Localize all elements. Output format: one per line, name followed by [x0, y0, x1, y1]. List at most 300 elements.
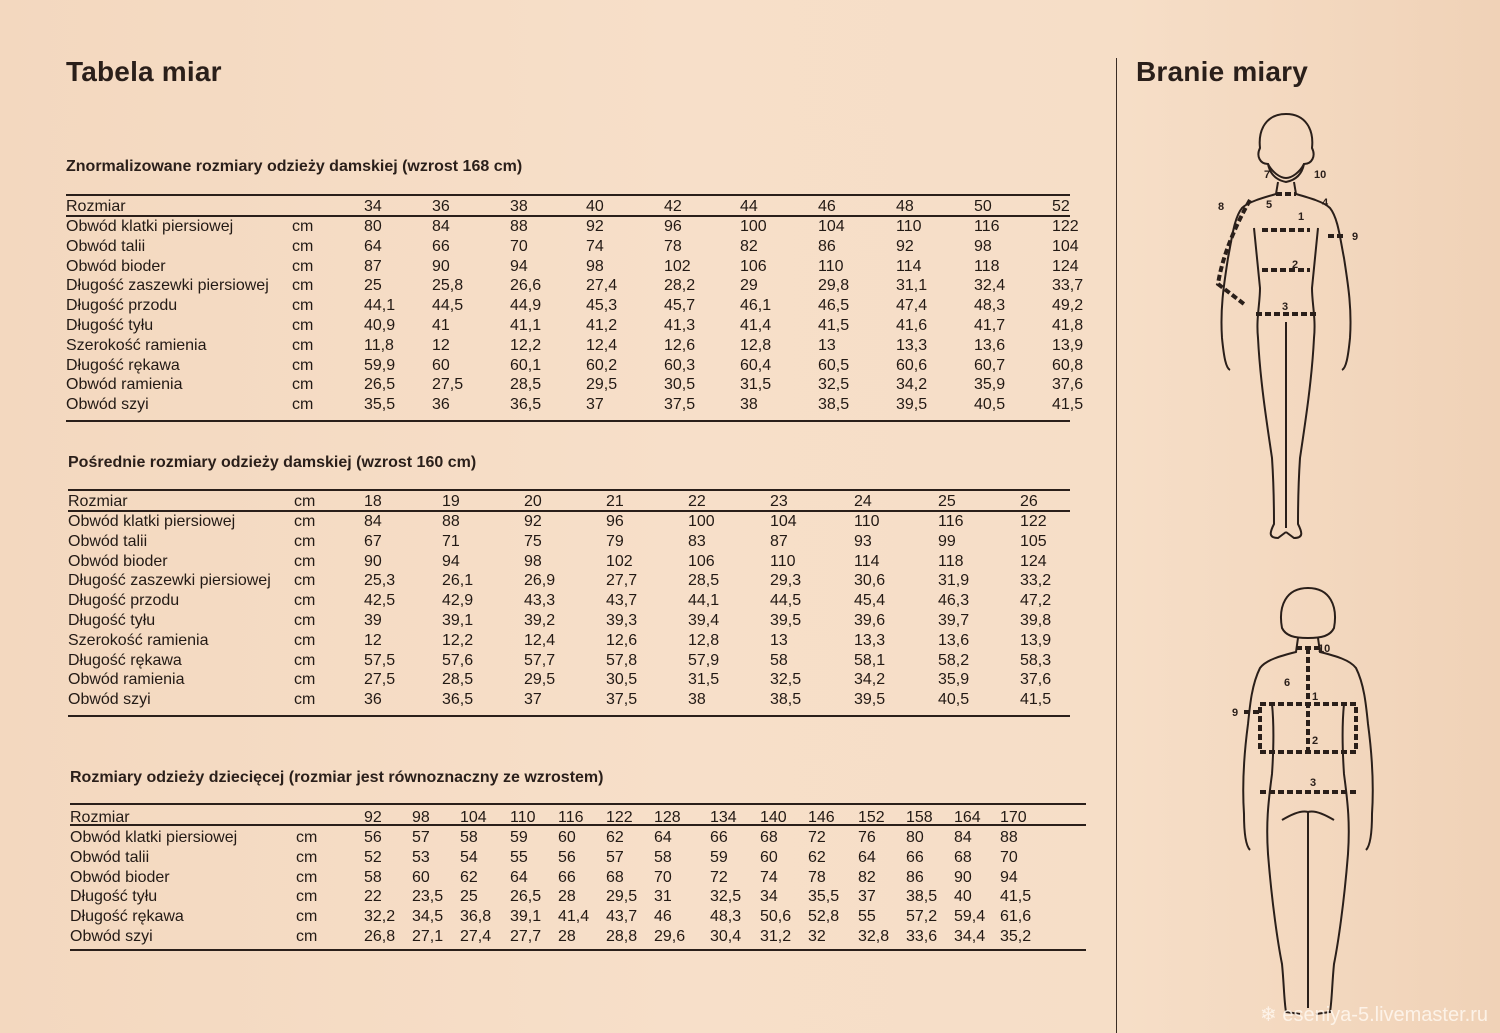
front-figure-illustration — [1196, 108, 1376, 548]
value-cell: 60 — [558, 829, 576, 846]
row-label: Długość tyłu — [66, 317, 154, 334]
value-cell: 41,5 — [818, 317, 850, 334]
row-label: Obwód bioder — [70, 868, 170, 886]
value-cell: 39,1 — [510, 908, 542, 926]
size-header-cell: 152 — [858, 809, 885, 826]
back-number-10: 10 — [1318, 643, 1331, 655]
value-cell: 26,8 — [364, 928, 396, 945]
value-cell: 31,2 — [760, 928, 792, 945]
value-cell: 37,5 — [664, 396, 696, 414]
row-unit: cm — [294, 532, 316, 550]
value-cell: 39 — [364, 612, 382, 629]
value-cell: 100 — [740, 218, 767, 235]
value-cell: 60,5 — [818, 356, 850, 374]
value-cell: 39,2 — [524, 612, 556, 629]
value-cell: 110 — [818, 257, 844, 275]
value-cell: 34,4 — [954, 928, 986, 945]
back-figure-illustration — [1222, 584, 1392, 1024]
value-cell: 34,5 — [412, 908, 444, 926]
size-header-cell: 128 — [654, 809, 681, 826]
value-cell: 110 — [854, 513, 880, 530]
table-row — [66, 257, 1079, 277]
value-cell: 41,1 — [510, 317, 542, 334]
value-cell: 50,6 — [760, 908, 792, 926]
table-row — [66, 336, 1084, 356]
value-cell: 84 — [364, 513, 382, 530]
value-cell: 40 — [954, 888, 972, 906]
value-cell: 68 — [606, 868, 624, 886]
table-row — [66, 296, 1084, 316]
value-cell: 31,1 — [896, 277, 928, 295]
value-cell: 75 — [524, 532, 542, 550]
value-cell: 59 — [510, 829, 528, 846]
watermark: ❄ eseniya-5.livemaster.ru — [1260, 1004, 1488, 1026]
value-cell: 58 — [364, 868, 382, 886]
row-unit: cm — [296, 888, 318, 906]
row-label: Długość zaszewki piersiowej — [66, 277, 269, 295]
value-cell: 93 — [854, 532, 872, 550]
table-intermediate-sizes — [68, 489, 1070, 719]
value-cell: 28,5 — [442, 671, 474, 689]
value-cell: 13,6 — [938, 631, 970, 649]
size-header-cell: 164 — [954, 809, 981, 826]
value-cell: 116 — [938, 513, 964, 530]
front-number-7: 7 — [1264, 169, 1271, 181]
front-number-9: 9 — [1352, 231, 1359, 243]
row-label: Obwód talii — [70, 848, 150, 866]
value-cell: 88 — [1000, 829, 1018, 846]
table-header-row — [68, 492, 1070, 512]
value-cell: 46,3 — [938, 592, 970, 610]
value-cell: 39,5 — [854, 691, 886, 709]
value-cell: 88 — [510, 218, 528, 235]
value-cell: 27,1 — [412, 928, 444, 945]
value-cell: 37 — [858, 888, 876, 906]
value-cell: 12 — [432, 336, 450, 354]
value-cell: 60,1 — [510, 356, 542, 374]
value-cell: 13,3 — [896, 336, 928, 354]
value-cell: 74 — [586, 237, 604, 255]
value-cell: 100 — [688, 513, 715, 530]
value-cell: 35,9 — [974, 376, 1006, 394]
value-cell: 44,5 — [770, 592, 802, 610]
value-cell: 28,5 — [510, 376, 542, 394]
value-cell: 94 — [510, 257, 528, 275]
value-cell: 36,5 — [442, 691, 474, 709]
value-cell: 38,5 — [770, 691, 802, 709]
value-cell: 80 — [906, 829, 924, 846]
section-title-children: Rozmiary odzieży dziecięcej (rozmiar jest równoznaczny ze wzrostem) — [70, 769, 604, 786]
table-row — [70, 927, 1086, 947]
value-cell: 26,1 — [442, 572, 474, 590]
value-cell: 29,5 — [586, 376, 618, 394]
value-cell: 74 — [760, 868, 778, 886]
value-cell: 29 — [740, 277, 758, 295]
row-label: Obwód szyi — [70, 928, 153, 945]
value-cell: 37 — [524, 691, 542, 709]
value-cell: 62 — [460, 868, 478, 886]
value-cell: 12,2 — [442, 631, 474, 649]
value-cell: 124 — [1052, 257, 1079, 275]
size-header-cell: 98 — [412, 809, 430, 826]
row-unit: cm — [294, 552, 316, 570]
size-header-cell: 40 — [586, 198, 604, 215]
value-cell: 32,8 — [858, 928, 890, 945]
table-row — [66, 395, 1084, 415]
value-cell: 58,1 — [854, 651, 886, 669]
value-cell: 59,4 — [954, 908, 986, 926]
size-header-cell: 158 — [906, 809, 933, 826]
value-cell: 28,8 — [606, 928, 638, 945]
value-cell: 36,5 — [510, 396, 542, 414]
value-cell: 58 — [770, 651, 788, 669]
value-cell: 55 — [858, 908, 876, 926]
value-cell: 26,6 — [510, 277, 542, 295]
value-cell: 41,2 — [586, 317, 618, 334]
value-cell: 94 — [1000, 868, 1018, 886]
value-cell: 31,5 — [688, 671, 720, 689]
size-header-cell: 22 — [688, 493, 706, 510]
row-unit: cm — [294, 631, 316, 649]
row-label: Obwód klatki piersiowej — [68, 513, 236, 530]
size-header-cell: 46 — [818, 198, 836, 215]
value-cell: 41,3 — [664, 317, 696, 334]
value-cell: 12,8 — [740, 336, 772, 354]
value-cell: 29,8 — [818, 277, 850, 295]
size-header-cell: 110 — [510, 809, 536, 826]
row-unit: cm — [296, 868, 318, 886]
value-cell: 36 — [364, 691, 382, 709]
size-header-cell: 18 — [364, 493, 382, 510]
value-cell: 61,6 — [1000, 908, 1032, 926]
row-label: Obwód bioder — [66, 257, 166, 275]
table-rule — [70, 949, 1086, 951]
value-cell: 32,4 — [974, 277, 1006, 295]
value-cell: 64 — [858, 848, 876, 866]
value-cell: 26,9 — [524, 572, 556, 590]
table-standard-sizes — [66, 194, 1084, 424]
table-row — [66, 276, 1084, 296]
value-cell: 78 — [664, 237, 682, 255]
value-cell: 39,7 — [938, 612, 970, 629]
table-rule — [68, 489, 1070, 491]
table-rule — [66, 194, 1070, 196]
front-number-2: 2 — [1292, 259, 1299, 271]
value-cell: 64 — [364, 237, 382, 255]
value-cell: 98 — [974, 237, 992, 255]
value-cell: 86 — [818, 237, 836, 255]
value-cell: 96 — [664, 218, 682, 235]
value-cell: 33,2 — [1020, 572, 1052, 590]
title-tabela-miar: Tabela miar — [66, 56, 222, 87]
table-row — [66, 217, 1079, 237]
value-cell: 43,7 — [606, 908, 638, 926]
value-cell: 23,5 — [412, 888, 444, 906]
value-cell: 40,5 — [974, 396, 1006, 414]
back-number-6: 6 — [1284, 677, 1291, 689]
value-cell: 41,6 — [896, 317, 928, 334]
value-cell: 32,2 — [364, 908, 396, 926]
value-cell: 33,7 — [1052, 277, 1084, 295]
table-row — [66, 237, 1079, 257]
value-cell: 49,2 — [1052, 297, 1084, 315]
value-cell: 31,9 — [938, 572, 970, 590]
table-rule — [68, 715, 1070, 717]
value-cell: 104 — [818, 218, 845, 235]
value-cell: 64 — [510, 868, 528, 886]
row-unit: cm — [292, 336, 314, 354]
value-cell: 28 — [558, 888, 576, 906]
value-cell: 32,5 — [710, 888, 742, 906]
row-unit: cm — [296, 928, 318, 945]
value-cell: 58 — [460, 829, 478, 846]
value-cell: 41,5 — [1020, 691, 1052, 709]
row-label: Długość rękawa — [70, 908, 184, 926]
value-cell: 29,5 — [606, 888, 638, 906]
front-number-4: 4 — [1322, 197, 1329, 209]
value-cell: 92 — [524, 513, 542, 530]
table-row — [70, 887, 1086, 907]
value-cell: 27,5 — [432, 376, 464, 394]
value-cell: 43,3 — [524, 592, 556, 610]
value-cell: 27,7 — [606, 572, 638, 590]
value-cell: 38,5 — [818, 396, 850, 414]
value-cell: 38 — [740, 396, 758, 414]
row-unit: cm — [296, 908, 318, 926]
value-cell: 22 — [364, 888, 382, 906]
row-unit: cm — [292, 257, 314, 275]
value-cell: 39,6 — [854, 612, 886, 629]
table-row — [68, 611, 1070, 631]
value-cell: 44,9 — [510, 297, 542, 315]
row-label: Długość zaszewki piersiowej — [68, 572, 271, 590]
column-divider — [1116, 58, 1117, 1033]
value-cell: 12,2 — [510, 336, 542, 354]
size-header-cell: 140 — [760, 809, 787, 826]
value-cell: 67 — [364, 532, 382, 550]
size-header-cell: 24 — [854, 493, 872, 510]
value-cell: 79 — [606, 532, 624, 550]
value-cell: 82 — [740, 237, 758, 255]
table-row — [68, 690, 1070, 710]
value-cell: 35,2 — [1000, 928, 1032, 945]
value-cell: 98 — [586, 257, 604, 275]
value-cell: 114 — [896, 257, 922, 275]
table-row — [70, 907, 1086, 927]
value-cell: 110 — [896, 218, 922, 235]
value-cell: 30,5 — [606, 671, 638, 689]
row-unit: cm — [292, 317, 314, 334]
table-row — [68, 552, 1070, 572]
table-row — [68, 532, 1070, 552]
value-cell: 37,6 — [1052, 376, 1084, 394]
value-cell: 64 — [654, 829, 672, 846]
value-cell: 48,3 — [710, 908, 742, 926]
value-cell: 36,8 — [460, 908, 492, 926]
value-cell: 27,4 — [586, 277, 618, 295]
value-cell: 25,3 — [364, 572, 396, 590]
value-cell: 60 — [432, 356, 450, 374]
value-cell: 42,5 — [364, 592, 396, 610]
value-cell: 41 — [432, 317, 450, 334]
value-cell: 58,3 — [1020, 651, 1052, 669]
value-cell: 25 — [364, 277, 382, 295]
value-cell: 54 — [460, 848, 478, 866]
value-cell: 72 — [808, 829, 826, 846]
size-header-cell: 44 — [740, 198, 758, 215]
value-cell: 41,5 — [1000, 888, 1032, 906]
size-header-cell: 134 — [710, 809, 737, 826]
value-cell: 62 — [808, 848, 826, 866]
value-cell: 118 — [938, 552, 964, 570]
row-unit: cm — [296, 829, 318, 846]
value-cell: 94 — [442, 552, 460, 570]
value-cell: 39,5 — [770, 612, 802, 629]
value-cell: 41,4 — [740, 317, 772, 334]
value-cell: 41,5 — [1052, 396, 1084, 414]
row-label: Obwód ramienia — [66, 376, 183, 394]
value-cell: 28,2 — [664, 277, 696, 295]
table-row — [66, 356, 1084, 376]
value-cell: 60,4 — [740, 356, 772, 374]
value-cell: 76 — [858, 829, 876, 846]
value-cell: 29,3 — [770, 572, 802, 590]
value-cell: 52,8 — [808, 908, 840, 926]
value-cell: 56 — [558, 848, 576, 866]
value-cell: 37,6 — [1020, 671, 1052, 689]
value-cell: 98 — [524, 552, 542, 570]
row-unit: cm — [294, 592, 316, 610]
value-cell: 70 — [654, 868, 672, 886]
value-cell: 37,5 — [606, 691, 638, 709]
value-cell: 99 — [938, 532, 956, 550]
size-header-cell: 36 — [432, 198, 450, 215]
value-cell: 44,1 — [364, 297, 396, 315]
value-cell: 31 — [654, 888, 672, 906]
value-cell: 92 — [586, 218, 604, 235]
value-cell: 57 — [606, 848, 624, 866]
row-unit: cm — [292, 396, 314, 414]
value-cell: 40,9 — [364, 317, 396, 334]
value-cell: 44,5 — [432, 297, 464, 315]
front-number-1: 1 — [1298, 211, 1305, 223]
size-header-cell: 146 — [808, 809, 835, 826]
value-cell: 32,5 — [818, 376, 850, 394]
front-number-10: 10 — [1314, 169, 1327, 181]
section-title-intermediate: Pośrednie rozmiary odzieży damskiej (wzrost 160 cm) — [68, 454, 477, 471]
row-unit: cm — [292, 376, 314, 394]
value-cell: 72 — [710, 868, 728, 886]
table-row — [68, 631, 1070, 651]
row-unit: cm — [296, 848, 318, 866]
value-cell: 122 — [1020, 513, 1047, 530]
value-cell: 116 — [974, 218, 1000, 235]
value-cell: 90 — [364, 552, 382, 570]
value-cell: 106 — [740, 257, 767, 275]
front-number-3: 3 — [1282, 301, 1289, 313]
value-cell: 45,4 — [854, 592, 886, 610]
value-cell: 27,5 — [364, 671, 396, 689]
value-cell: 41,7 — [974, 317, 1006, 334]
size-header-cell: 21 — [606, 493, 624, 510]
value-cell: 58,2 — [938, 651, 970, 669]
value-cell: 66 — [432, 237, 450, 255]
size-header-cell: 20 — [524, 493, 542, 510]
section-title-standard: Znormalizowane rozmiary odzieży damskiej (wzrost 168 cm) — [66, 158, 523, 175]
front-number-8: 8 — [1218, 201, 1225, 213]
value-cell: 39,8 — [1020, 612, 1052, 629]
value-cell: 104 — [1052, 237, 1079, 255]
row-unit: cm — [294, 651, 316, 669]
row-label: Obwód szyi — [66, 396, 149, 414]
value-cell: 60 — [760, 848, 778, 866]
back-number-2: 2 — [1312, 735, 1319, 747]
value-cell: 86 — [906, 868, 924, 886]
front-number-5: 5 — [1266, 199, 1273, 211]
value-cell: 68 — [954, 848, 972, 866]
title-branie-miary: Branie miary — [1136, 56, 1309, 87]
value-cell: 60,8 — [1052, 356, 1084, 374]
row-unit: cm — [292, 277, 314, 295]
row-label: Obwód szyi — [68, 691, 151, 709]
row-label: Długość rękawa — [68, 651, 182, 669]
value-cell: 47,4 — [896, 297, 928, 315]
value-cell: 56 — [364, 829, 382, 846]
value-cell: 84 — [954, 829, 972, 846]
value-cell: 47,2 — [1020, 592, 1052, 610]
value-cell: 59,9 — [364, 356, 396, 374]
value-cell: 60 — [412, 868, 430, 886]
value-cell: 39,1 — [442, 612, 474, 629]
value-cell: 34 — [760, 888, 778, 906]
table-row — [68, 591, 1070, 611]
value-cell: 52 — [364, 848, 382, 866]
value-cell: 66 — [710, 829, 728, 846]
value-cell: 84 — [432, 218, 450, 235]
value-cell: 26,5 — [364, 376, 396, 394]
value-cell: 12,8 — [688, 631, 720, 649]
value-cell: 57,8 — [606, 651, 638, 669]
size-header-cell: 38 — [510, 198, 528, 215]
row-unit: cm — [292, 356, 314, 374]
row-unit: cm — [294, 572, 316, 590]
value-cell: 57,5 — [364, 651, 396, 669]
value-cell: 57,9 — [688, 651, 720, 669]
value-cell: 48,3 — [974, 297, 1006, 315]
value-cell: 46 — [654, 908, 672, 926]
value-cell: 57,7 — [524, 651, 556, 669]
table-children-sizes — [70, 803, 1086, 955]
row-unit: cm — [292, 297, 314, 315]
size-header-cell: 122 — [606, 809, 633, 826]
row-unit: cm — [294, 691, 316, 709]
value-cell: 58 — [654, 848, 672, 866]
value-cell: 30,6 — [854, 572, 886, 590]
size-header-cell: 50 — [974, 198, 992, 215]
row-label: Długość tyłu — [68, 612, 156, 629]
value-cell: 28 — [558, 928, 576, 945]
value-cell: 60,7 — [974, 356, 1006, 374]
value-cell: 37 — [586, 396, 604, 414]
value-cell: 29,5 — [524, 671, 556, 689]
value-cell: 60,2 — [586, 356, 618, 374]
row-label: Obwód bioder — [68, 552, 168, 570]
row-unit: cm — [294, 513, 316, 530]
value-cell: 29,6 — [654, 928, 686, 945]
value-cell: 46,5 — [818, 297, 850, 315]
value-cell: 28,5 — [688, 572, 720, 590]
value-cell: 38 — [688, 691, 706, 709]
